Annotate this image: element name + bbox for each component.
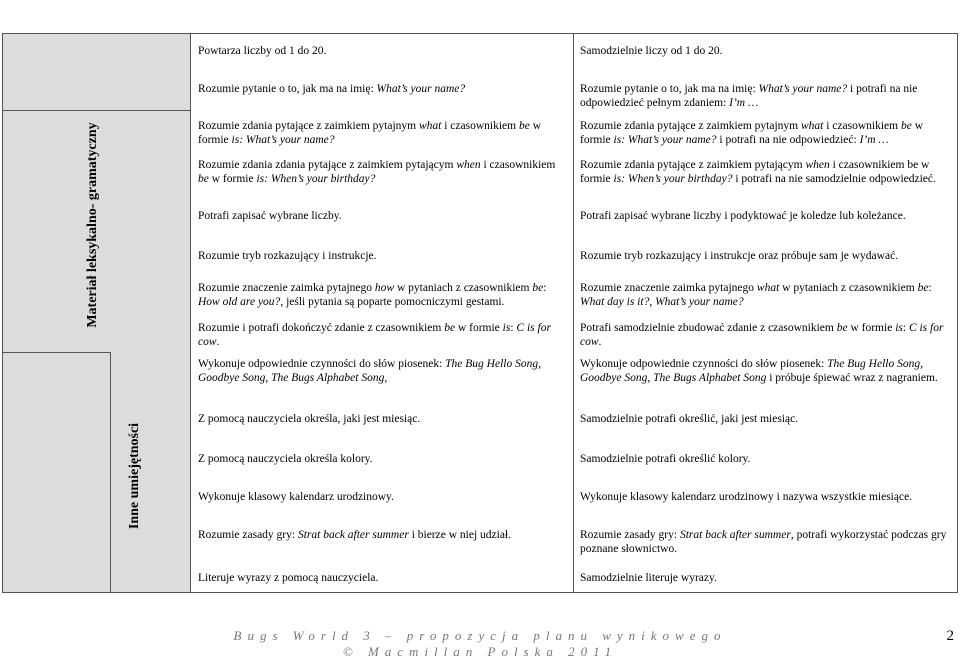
basic-requirement-cell: Rozumie i potrafi dokończyć zdanie z czasownikiem be w formie is: C is for cow.	[198, 322, 551, 348]
grid-line	[190, 33, 191, 593]
footer-copyright: © Macmillan Polska 2011	[342, 644, 618, 659]
basic-requirement-cell: Rozumie tryb rozkazujący i instrukcje.	[198, 250, 377, 262]
advanced-requirement-cell: Potrafi zapisać wybrane liczby i podyktować je koledze lub koleżance.	[580, 210, 906, 222]
section-label-other-skills: Inne umiejętności	[127, 422, 142, 530]
advanced-requirement-cell: Potrafi samodzielnie zbudować zdanie z czasownikiem be w formie is: C is for cow.	[580, 322, 944, 348]
basic-requirement-cell: Rozumie zasady gry: Strat back after summer i bierze w niej udział.	[198, 529, 511, 541]
advanced-requirement-cell: Wykonuje klasowy kalendarz urodzinowy i nazywa wszystkie miesiące.	[580, 491, 913, 503]
grid-line	[2, 33, 958, 34]
grid-line	[2, 33, 3, 593]
advanced-requirement-cell: Samodzielnie potrafi określić, jaki jest miesiąc.	[580, 413, 799, 425]
advanced-requirement-cell: Rozumie tryb rozkazujący i instrukcje oraz próbuje sam je wydawać.	[580, 250, 899, 262]
basic-requirement-cell: Rozumie zdania pytające z zaimkiem pytajnym what i czasownikiem be w formie is: What’s your name?	[198, 120, 542, 146]
basic-requirement-cell: Z pomocą nauczyciela określa, jaki jest miesiąc.	[198, 413, 421, 425]
advanced-requirement-cell: Samodzielnie potrafi określić kolory.	[580, 453, 751, 465]
basic-requirement-cell: Literuje wyrazy z pomocą nauczyciela.	[198, 572, 379, 584]
advanced-requirement-cell: Samodzielnie liczy od 1 do 20.	[580, 45, 723, 57]
grid-line	[110, 352, 111, 593]
basic-requirement-cell: Rozumie pytanie o to, jak ma na imię: What’s your name?	[198, 83, 466, 95]
basic-requirement-cell: Wykonuje klasowy kalendarz urodzinowy.	[198, 491, 394, 503]
basic-requirement-cell: Z pomocą nauczyciela określa kolory.	[198, 453, 373, 465]
grid-line	[2, 352, 110, 353]
section-label-lexical-grammar: Materiał leksykalno- gramatyczny	[85, 122, 100, 328]
grid-line	[2, 592, 958, 593]
basic-requirement-cell: Wykonuje odpowiednie czynności do słów piosenek: The Bug Hello Song, Goodbye Song, The Bugs Alphabet Song,	[198, 358, 541, 384]
basic-requirement-cell: Rozumie zdania zdania pytające z zaimkiem pytającym when i czasownikiem be w formie is: When’s your birthday?	[198, 159, 556, 185]
advanced-requirement-cell: Rozumie zdania pytające z zaimkiem pytającym when i czasownikiem be w formie is: When’s your birthday? i potrafi na nie samodzielnie odpowiedzieć.	[580, 159, 936, 185]
advanced-requirement-cell: Rozumie zasady gry: Strat back after summer, potrafi wykorzystać podczas gry poznane słownictwo.	[580, 529, 947, 555]
advanced-requirement-cell: Rozumie pytanie o to, jak ma na imię: What’s your name? i potrafi na nie odpowiedzieć pełnym zdaniem: I’m …	[580, 83, 918, 109]
footer-title: Bugs World 3 – propozycja planu wynikowego	[233, 628, 727, 643]
advanced-requirement-cell: Samodzielnie literuje wyrazy.	[580, 572, 717, 584]
grid-line	[957, 33, 958, 593]
page-number: 2	[946, 628, 954, 644]
basic-requirement-cell: Potrafi zapisać wybrane liczby.	[198, 210, 342, 222]
grid-line	[573, 33, 574, 593]
basic-requirement-cell: Powtarza liczby od 1 do 20.	[198, 45, 327, 57]
basic-requirement-cell: Rozumie znaczenie zaimka pytajnego how w pytaniach z czasownikiem be: How old are you?, jeśli pytania są poparte pomocniczymi gestami.	[198, 282, 547, 308]
advanced-requirement-cell: Rozumie zdania pytające z zaimkiem pytajnym what i czasownikiem be w formie is: What’s your name? i potrafi na nie odpowiedzieć: I’m …	[580, 120, 924, 146]
advanced-requirement-cell: Rozumie znaczenie zaimka pytajnego what w pytaniach z czasownikiem be: What day is it?, What’s your name?	[580, 282, 932, 308]
advanced-requirement-cell: Wykonuje odpowiednie czynności do słów piosenek: The Bug Hello Song, Goodbye Song, The Bugs Alphabet Song i próbuje śpiewać wraz z nagraniem.	[580, 358, 938, 384]
